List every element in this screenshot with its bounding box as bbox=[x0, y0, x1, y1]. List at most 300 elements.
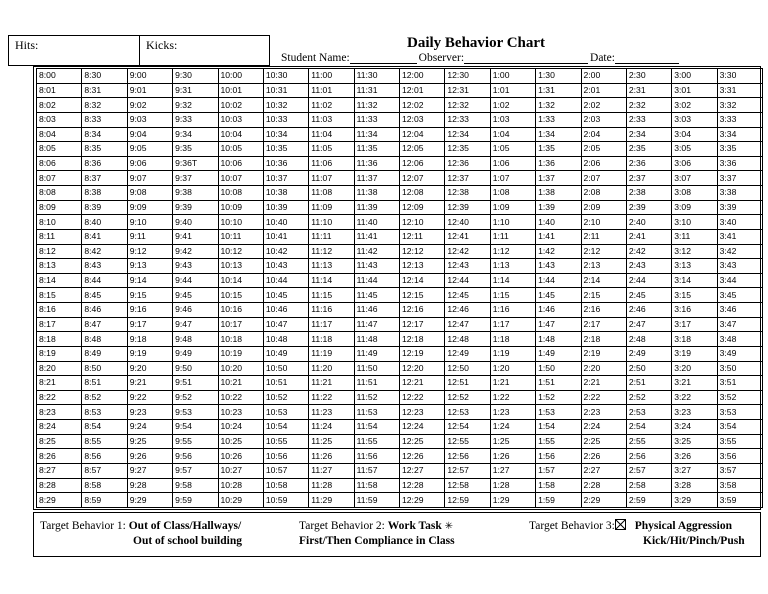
time-slot-cell[interactable]: 1:58 bbox=[536, 478, 581, 493]
time-slot-cell[interactable]: 12:10 bbox=[400, 215, 445, 230]
time-slot-cell[interactable]: 10:49 bbox=[263, 346, 308, 361]
time-slot-cell[interactable]: 3:44 bbox=[717, 273, 762, 288]
time-slot-cell[interactable]: 2:23 bbox=[581, 405, 626, 420]
time-slot-cell[interactable]: 8:50 bbox=[82, 361, 127, 376]
time-slot-cell[interactable]: 9:40 bbox=[173, 215, 218, 230]
time-slot-cell[interactable]: 11:32 bbox=[354, 98, 399, 113]
time-slot-cell[interactable]: 11:15 bbox=[309, 288, 354, 303]
time-slot-cell[interactable]: 9:14 bbox=[127, 273, 172, 288]
time-slot-cell[interactable]: 9:18 bbox=[127, 332, 172, 347]
time-slot-cell[interactable]: 3:06 bbox=[672, 156, 717, 171]
time-slot-cell[interactable]: 8:37 bbox=[82, 171, 127, 186]
time-slot-cell[interactable]: 10:03 bbox=[218, 112, 263, 127]
time-slot-cell[interactable]: 12:18 bbox=[400, 332, 445, 347]
time-slot-cell[interactable]: 10:32 bbox=[263, 98, 308, 113]
time-slot-cell[interactable]: 8:45 bbox=[82, 288, 127, 303]
time-slot-cell[interactable]: 10:00 bbox=[218, 69, 263, 84]
time-slot-cell[interactable]: 12:50 bbox=[445, 361, 490, 376]
time-slot-cell[interactable]: 12:21 bbox=[400, 376, 445, 391]
time-slot-cell[interactable]: 10:21 bbox=[218, 376, 263, 391]
time-slot-cell[interactable]: 1:57 bbox=[536, 463, 581, 478]
time-slot-cell[interactable]: 2:32 bbox=[626, 98, 671, 113]
time-slot-cell[interactable]: 10:31 bbox=[263, 83, 308, 98]
time-slot-cell[interactable]: 9:20 bbox=[127, 361, 172, 376]
time-slot-cell[interactable]: 8:49 bbox=[82, 346, 127, 361]
time-slot-cell[interactable]: 3:20 bbox=[672, 361, 717, 376]
time-slot-cell[interactable]: 12:38 bbox=[445, 186, 490, 201]
time-slot-cell[interactable]: 11:34 bbox=[354, 127, 399, 142]
time-slot-cell[interactable]: 1:20 bbox=[490, 361, 535, 376]
time-slot-cell[interactable]: 10:11 bbox=[218, 229, 263, 244]
time-slot-cell[interactable]: 2:25 bbox=[581, 434, 626, 449]
time-slot-cell[interactable]: 1:16 bbox=[490, 303, 535, 318]
time-slot-cell[interactable]: 8:58 bbox=[82, 478, 127, 493]
time-slot-cell[interactable]: 1:41 bbox=[536, 229, 581, 244]
time-slot-cell[interactable]: 8:59 bbox=[82, 493, 127, 508]
time-slot-cell[interactable]: 9:30 bbox=[173, 69, 218, 84]
time-slot-cell[interactable]: 3:53 bbox=[717, 405, 762, 420]
time-slot-cell[interactable]: 8:17 bbox=[37, 317, 82, 332]
kicks-tally-field[interactable] bbox=[140, 36, 269, 65]
time-slot-cell[interactable]: 9:36T bbox=[173, 156, 218, 171]
time-slot-cell[interactable]: 9:10 bbox=[127, 215, 172, 230]
time-slot-cell[interactable]: 2:33 bbox=[626, 112, 671, 127]
time-slot-cell[interactable]: 3:21 bbox=[672, 376, 717, 391]
time-slot-cell[interactable]: 9:02 bbox=[127, 98, 172, 113]
time-slot-cell[interactable]: 11:18 bbox=[309, 332, 354, 347]
time-slot-cell[interactable]: 10:51 bbox=[263, 376, 308, 391]
time-slot-cell[interactable]: 2:35 bbox=[626, 142, 671, 157]
time-slot-cell[interactable]: 10:38 bbox=[263, 186, 308, 201]
time-slot-cell[interactable]: 11:22 bbox=[309, 390, 354, 405]
time-slot-cell[interactable]: 11:42 bbox=[354, 244, 399, 259]
time-slot-cell[interactable]: 8:13 bbox=[37, 259, 82, 274]
time-slot-cell[interactable]: 10:20 bbox=[218, 361, 263, 376]
time-slot-cell[interactable]: 10:15 bbox=[218, 288, 263, 303]
time-slot-cell[interactable]: 12:55 bbox=[445, 434, 490, 449]
time-slot-cell[interactable]: 12:12 bbox=[400, 244, 445, 259]
time-slot-cell[interactable]: 3:14 bbox=[672, 273, 717, 288]
time-slot-cell[interactable]: 9:41 bbox=[173, 229, 218, 244]
time-slot-cell[interactable]: 10:22 bbox=[218, 390, 263, 405]
time-slot-cell[interactable]: 12:20 bbox=[400, 361, 445, 376]
time-slot-cell[interactable]: 1:22 bbox=[490, 390, 535, 405]
time-slot-cell[interactable]: 9:06 bbox=[127, 156, 172, 171]
time-slot-cell[interactable]: 8:43 bbox=[82, 259, 127, 274]
time-slot-cell[interactable]: 12:31 bbox=[445, 83, 490, 98]
time-slot-cell[interactable]: 8:40 bbox=[82, 215, 127, 230]
time-slot-cell[interactable]: 8:48 bbox=[82, 332, 127, 347]
time-slot-cell[interactable]: 9:34 bbox=[173, 127, 218, 142]
time-slot-cell[interactable]: 9:51 bbox=[173, 376, 218, 391]
time-slot-cell[interactable]: 9:26 bbox=[127, 449, 172, 464]
time-slot-cell[interactable]: 8:14 bbox=[37, 273, 82, 288]
time-slot-cell[interactable]: 12:13 bbox=[400, 259, 445, 274]
time-slot-cell[interactable]: 11:59 bbox=[354, 493, 399, 508]
time-slot-cell[interactable]: 11:54 bbox=[354, 420, 399, 435]
time-slot-cell[interactable]: 1:35 bbox=[536, 142, 581, 157]
time-slot-cell[interactable]: 1:17 bbox=[490, 317, 535, 332]
time-slot-cell[interactable]: 1:33 bbox=[536, 112, 581, 127]
time-slot-cell[interactable]: 8:39 bbox=[82, 200, 127, 215]
time-slot-cell[interactable]: 10:59 bbox=[263, 493, 308, 508]
time-slot-cell[interactable]: 12:42 bbox=[445, 244, 490, 259]
time-slot-cell[interactable]: 9:33 bbox=[173, 112, 218, 127]
time-slot-cell[interactable]: 1:50 bbox=[536, 361, 581, 376]
time-slot-cell[interactable]: 12:19 bbox=[400, 346, 445, 361]
time-slot-cell[interactable]: 11:50 bbox=[354, 361, 399, 376]
time-slot-cell[interactable]: 12:51 bbox=[445, 376, 490, 391]
time-slot-cell[interactable]: 2:16 bbox=[581, 303, 626, 318]
time-slot-cell[interactable]: 1:12 bbox=[490, 244, 535, 259]
time-slot-cell[interactable]: 12:22 bbox=[400, 390, 445, 405]
time-slot-cell[interactable]: 1:37 bbox=[536, 171, 581, 186]
time-slot-cell[interactable]: 11:30 bbox=[354, 69, 399, 84]
time-slot-cell[interactable]: 8:35 bbox=[82, 142, 127, 157]
time-slot-cell[interactable]: 3:04 bbox=[672, 127, 717, 142]
time-slot-cell[interactable]: 12:30 bbox=[445, 69, 490, 84]
time-slot-cell[interactable]: 2:12 bbox=[581, 244, 626, 259]
time-slot-cell[interactable]: 11:58 bbox=[354, 478, 399, 493]
time-slot-cell[interactable]: 10:34 bbox=[263, 127, 308, 142]
time-slot-cell[interactable]: 11:39 bbox=[354, 200, 399, 215]
time-slot-cell[interactable]: 12:43 bbox=[445, 259, 490, 274]
time-slot-cell[interactable]: 2:53 bbox=[626, 405, 671, 420]
time-slot-cell[interactable]: 3:39 bbox=[717, 200, 762, 215]
time-slot-cell[interactable]: 3:27 bbox=[672, 463, 717, 478]
time-slot-cell[interactable]: 12:04 bbox=[400, 127, 445, 142]
time-slot-cell[interactable]: 2:43 bbox=[626, 259, 671, 274]
time-slot-cell[interactable]: 12:37 bbox=[445, 171, 490, 186]
time-slot-cell[interactable]: 11:29 bbox=[309, 493, 354, 508]
time-slot-cell[interactable]: 8:46 bbox=[82, 303, 127, 318]
time-slot-cell[interactable]: 11:44 bbox=[354, 273, 399, 288]
time-slot-cell[interactable]: 9:38 bbox=[173, 186, 218, 201]
time-slot-cell[interactable]: 3:28 bbox=[672, 478, 717, 493]
time-slot-cell[interactable]: 3:13 bbox=[672, 259, 717, 274]
time-slot-cell[interactable]: 11:23 bbox=[309, 405, 354, 420]
time-slot-cell[interactable]: 2:52 bbox=[626, 390, 671, 405]
time-slot-cell[interactable]: 11:26 bbox=[309, 449, 354, 464]
time-slot-cell[interactable]: 8:01 bbox=[37, 83, 82, 98]
time-slot-cell[interactable]: 8:25 bbox=[37, 434, 82, 449]
time-slot-cell[interactable]: 1:49 bbox=[536, 346, 581, 361]
time-slot-cell[interactable]: 1:08 bbox=[490, 186, 535, 201]
time-slot-cell[interactable]: 3:38 bbox=[717, 186, 762, 201]
time-slot-cell[interactable]: 11:04 bbox=[309, 127, 354, 142]
time-slot-cell[interactable]: 1:45 bbox=[536, 288, 581, 303]
time-slot-cell[interactable]: 2:56 bbox=[626, 449, 671, 464]
time-slot-cell[interactable]: 3:29 bbox=[672, 493, 717, 508]
time-slot-cell[interactable]: 12:33 bbox=[445, 112, 490, 127]
time-slot-cell[interactable]: 2:10 bbox=[581, 215, 626, 230]
time-slot-cell[interactable]: 11:13 bbox=[309, 259, 354, 274]
time-slot-cell[interactable]: 10:29 bbox=[218, 493, 263, 508]
time-slot-cell[interactable]: 11:25 bbox=[309, 434, 354, 449]
time-slot-cell[interactable]: 10:06 bbox=[218, 156, 263, 171]
time-slot-cell[interactable]: 11:28 bbox=[309, 478, 354, 493]
time-slot-cell[interactable]: 10:08 bbox=[218, 186, 263, 201]
time-slot-cell[interactable]: 9:19 bbox=[127, 346, 172, 361]
time-slot-cell[interactable]: 10:10 bbox=[218, 215, 263, 230]
time-slot-cell[interactable]: 9:25 bbox=[127, 434, 172, 449]
time-slot-cell[interactable]: 9:59 bbox=[173, 493, 218, 508]
time-slot-cell[interactable]: 12:52 bbox=[445, 390, 490, 405]
time-slot-cell[interactable]: 1:14 bbox=[490, 273, 535, 288]
time-slot-cell[interactable]: 1:26 bbox=[490, 449, 535, 464]
time-slot-cell[interactable]: 10:35 bbox=[263, 142, 308, 157]
time-slot-cell[interactable]: 2:48 bbox=[626, 332, 671, 347]
time-slot-cell[interactable]: 10:12 bbox=[218, 244, 263, 259]
time-slot-cell[interactable]: 10:55 bbox=[263, 434, 308, 449]
time-slot-cell[interactable]: 11:49 bbox=[354, 346, 399, 361]
time-slot-cell[interactable]: 3:55 bbox=[717, 434, 762, 449]
time-slot-cell[interactable]: 2:17 bbox=[581, 317, 626, 332]
time-slot-cell[interactable]: 1:44 bbox=[536, 273, 581, 288]
time-slot-cell[interactable]: 2:54 bbox=[626, 420, 671, 435]
time-slot-cell[interactable]: 8:27 bbox=[37, 463, 82, 478]
time-slot-cell[interactable]: 12:34 bbox=[445, 127, 490, 142]
time-slot-cell[interactable]: 10:58 bbox=[263, 478, 308, 493]
time-slot-cell[interactable]: 8:15 bbox=[37, 288, 82, 303]
time-slot-cell[interactable]: 12:58 bbox=[445, 478, 490, 493]
time-slot-cell[interactable]: 3:57 bbox=[717, 463, 762, 478]
time-slot-cell[interactable]: 3:05 bbox=[672, 142, 717, 157]
time-slot-cell[interactable]: 9:04 bbox=[127, 127, 172, 142]
time-slot-cell[interactable]: 3:54 bbox=[717, 420, 762, 435]
time-slot-cell[interactable]: 2:59 bbox=[626, 493, 671, 508]
time-slot-cell[interactable]: 10:37 bbox=[263, 171, 308, 186]
time-slot-cell[interactable]: 3:08 bbox=[672, 186, 717, 201]
time-slot-cell[interactable]: 3:50 bbox=[717, 361, 762, 376]
time-slot-cell[interactable]: 1:39 bbox=[536, 200, 581, 215]
time-slot-cell[interactable]: 12:23 bbox=[400, 405, 445, 420]
time-slot-cell[interactable]: 9:00 bbox=[127, 69, 172, 84]
time-slot-cell[interactable]: 2:28 bbox=[581, 478, 626, 493]
time-slot-cell[interactable]: 10:40 bbox=[263, 215, 308, 230]
time-slot-cell[interactable]: 12:26 bbox=[400, 449, 445, 464]
time-slot-cell[interactable]: 11:51 bbox=[354, 376, 399, 391]
time-slot-cell[interactable]: 8:02 bbox=[37, 98, 82, 113]
time-slot-cell[interactable]: 3:03 bbox=[672, 112, 717, 127]
time-slot-cell[interactable]: 3:59 bbox=[717, 493, 762, 508]
time-slot-cell[interactable]: 1:56 bbox=[536, 449, 581, 464]
time-slot-cell[interactable]: 11:52 bbox=[354, 390, 399, 405]
time-slot-cell[interactable]: 12:56 bbox=[445, 449, 490, 464]
time-slot-cell[interactable]: 3:52 bbox=[717, 390, 762, 405]
time-slot-cell[interactable]: 10:13 bbox=[218, 259, 263, 274]
time-slot-cell[interactable]: 9:29 bbox=[127, 493, 172, 508]
time-slot-cell[interactable]: 8:31 bbox=[82, 83, 127, 98]
time-slot-cell[interactable]: 11:56 bbox=[354, 449, 399, 464]
time-slot-cell[interactable]: 10:01 bbox=[218, 83, 263, 98]
time-slot-cell[interactable]: 9:45 bbox=[173, 288, 218, 303]
time-slot-cell[interactable]: 1:59 bbox=[536, 493, 581, 508]
time-slot-cell[interactable]: 10:16 bbox=[218, 303, 263, 318]
time-slot-cell[interactable]: 11:35 bbox=[354, 142, 399, 157]
time-slot-cell[interactable]: 2:39 bbox=[626, 200, 671, 215]
time-slot-cell[interactable]: 2:36 bbox=[626, 156, 671, 171]
time-slot-cell[interactable]: 1:43 bbox=[536, 259, 581, 274]
time-slot-cell[interactable]: 12:14 bbox=[400, 273, 445, 288]
time-slot-cell[interactable]: 9:01 bbox=[127, 83, 172, 98]
time-slot-cell[interactable]: 10:41 bbox=[263, 229, 308, 244]
time-slot-cell[interactable]: 10:56 bbox=[263, 449, 308, 464]
time-slot-cell[interactable]: 2:11 bbox=[581, 229, 626, 244]
time-slot-cell[interactable]: 10:48 bbox=[263, 332, 308, 347]
time-slot-cell[interactable]: 3:02 bbox=[672, 98, 717, 113]
time-slot-cell[interactable]: 1:27 bbox=[490, 463, 535, 478]
time-slot-cell[interactable]: 8:42 bbox=[82, 244, 127, 259]
time-slot-cell[interactable]: 10:53 bbox=[263, 405, 308, 420]
time-slot-cell[interactable]: 2:30 bbox=[626, 69, 671, 84]
time-slot-cell[interactable]: 10:42 bbox=[263, 244, 308, 259]
time-slot-cell[interactable]: 1:46 bbox=[536, 303, 581, 318]
time-slot-cell[interactable]: 8:51 bbox=[82, 376, 127, 391]
time-slot-cell[interactable]: 12:24 bbox=[400, 420, 445, 435]
time-slot-cell[interactable]: 2:06 bbox=[581, 156, 626, 171]
time-slot-cell[interactable]: 12:32 bbox=[445, 98, 490, 113]
time-slot-cell[interactable]: 3:45 bbox=[717, 288, 762, 303]
time-slot-cell[interactable]: 1:30 bbox=[536, 69, 581, 84]
time-slot-cell[interactable]: 11:57 bbox=[354, 463, 399, 478]
time-slot-cell[interactable]: 2:47 bbox=[626, 317, 671, 332]
time-slot-cell[interactable]: 2:44 bbox=[626, 273, 671, 288]
time-slot-cell[interactable]: 3:23 bbox=[672, 405, 717, 420]
time-slot-cell[interactable]: 12:08 bbox=[400, 186, 445, 201]
time-slot-cell[interactable]: 9:56 bbox=[173, 449, 218, 464]
time-slot-cell[interactable]: 8:26 bbox=[37, 449, 82, 464]
time-slot-cell[interactable]: 2:38 bbox=[626, 186, 671, 201]
time-slot-cell[interactable]: 3:31 bbox=[717, 83, 762, 98]
time-slot-cell[interactable]: 10:33 bbox=[263, 112, 308, 127]
time-slot-cell[interactable]: 8:08 bbox=[37, 186, 82, 201]
time-slot-cell[interactable]: 2:24 bbox=[581, 420, 626, 435]
time-slot-cell[interactable]: 9:35 bbox=[173, 142, 218, 157]
time-slot-cell[interactable]: 8:04 bbox=[37, 127, 82, 142]
time-slot-cell[interactable]: 11:33 bbox=[354, 112, 399, 127]
time-slot-cell[interactable]: 1:07 bbox=[490, 171, 535, 186]
time-slot-cell[interactable]: 9:11 bbox=[127, 229, 172, 244]
time-slot-cell[interactable]: 1:36 bbox=[536, 156, 581, 171]
time-slot-cell[interactable]: 1:01 bbox=[490, 83, 535, 98]
time-slot-cell[interactable]: 9:28 bbox=[127, 478, 172, 493]
time-slot-cell[interactable]: 10:04 bbox=[218, 127, 263, 142]
time-slot-cell[interactable]: 11:14 bbox=[309, 273, 354, 288]
time-slot-cell[interactable]: 1:40 bbox=[536, 215, 581, 230]
time-slot-cell[interactable]: 10:17 bbox=[218, 317, 263, 332]
time-slot-cell[interactable]: 12:17 bbox=[400, 317, 445, 332]
time-slot-cell[interactable]: 8:18 bbox=[37, 332, 82, 347]
time-slot-cell[interactable]: 2:00 bbox=[581, 69, 626, 84]
time-slot-cell[interactable]: 8:41 bbox=[82, 229, 127, 244]
time-slot-cell[interactable]: 1:51 bbox=[536, 376, 581, 391]
time-slot-cell[interactable]: 8:32 bbox=[82, 98, 127, 113]
time-slot-cell[interactable]: 8:24 bbox=[37, 420, 82, 435]
time-slot-cell[interactable]: 9:07 bbox=[127, 171, 172, 186]
time-slot-cell[interactable]: 2:42 bbox=[626, 244, 671, 259]
time-slot-cell[interactable]: 9:13 bbox=[127, 259, 172, 274]
time-slot-cell[interactable]: 12:07 bbox=[400, 171, 445, 186]
time-slot-cell[interactable]: 10:07 bbox=[218, 171, 263, 186]
time-slot-cell[interactable]: 9:24 bbox=[127, 420, 172, 435]
time-slot-cell[interactable]: 9:15 bbox=[127, 288, 172, 303]
time-slot-cell[interactable]: 12:05 bbox=[400, 142, 445, 157]
time-slot-cell[interactable]: 11:37 bbox=[354, 171, 399, 186]
time-slot-cell[interactable]: 9:31 bbox=[173, 83, 218, 98]
time-slot-cell[interactable]: 12:29 bbox=[400, 493, 445, 508]
time-slot-cell[interactable]: 2:40 bbox=[626, 215, 671, 230]
time-slot-cell[interactable]: 1:53 bbox=[536, 405, 581, 420]
time-slot-cell[interactable]: 11:08 bbox=[309, 186, 354, 201]
time-slot-cell[interactable]: 12:48 bbox=[445, 332, 490, 347]
time-slot-cell[interactable]: 3:00 bbox=[672, 69, 717, 84]
time-slot-cell[interactable]: 8:33 bbox=[82, 112, 127, 127]
time-slot-cell[interactable]: 3:26 bbox=[672, 449, 717, 464]
time-slot-cell[interactable]: 12:09 bbox=[400, 200, 445, 215]
time-slot-cell[interactable]: 12:39 bbox=[445, 200, 490, 215]
time-slot-cell[interactable]: 1:00 bbox=[490, 69, 535, 84]
time-slot-cell[interactable]: 11:00 bbox=[309, 69, 354, 84]
time-slot-cell[interactable]: 1:48 bbox=[536, 332, 581, 347]
time-slot-cell[interactable]: 12:11 bbox=[400, 229, 445, 244]
time-slot-cell[interactable]: 9:57 bbox=[173, 463, 218, 478]
time-slot-cell[interactable]: 10:02 bbox=[218, 98, 263, 113]
time-slot-cell[interactable]: 11:47 bbox=[354, 317, 399, 332]
time-slot-cell[interactable]: 2:41 bbox=[626, 229, 671, 244]
time-slot-cell[interactable]: 2:20 bbox=[581, 361, 626, 376]
time-slot-cell[interactable]: 9:08 bbox=[127, 186, 172, 201]
time-slot-cell[interactable]: 12:06 bbox=[400, 156, 445, 171]
time-slot-cell[interactable]: 12:47 bbox=[445, 317, 490, 332]
time-slot-cell[interactable]: 11:03 bbox=[309, 112, 354, 127]
time-slot-cell[interactable]: 11:07 bbox=[309, 171, 354, 186]
time-slot-cell[interactable]: 10:52 bbox=[263, 390, 308, 405]
time-slot-cell[interactable]: 8:05 bbox=[37, 142, 82, 157]
date-field[interactable] bbox=[615, 52, 679, 64]
time-slot-cell[interactable]: 11:38 bbox=[354, 186, 399, 201]
time-slot-cell[interactable]: 2:19 bbox=[581, 346, 626, 361]
time-slot-cell[interactable]: 8:28 bbox=[37, 478, 82, 493]
time-slot-cell[interactable]: 9:50 bbox=[173, 361, 218, 376]
time-slot-cell[interactable]: 1:29 bbox=[490, 493, 535, 508]
time-slot-cell[interactable]: 12:28 bbox=[400, 478, 445, 493]
time-slot-cell[interactable]: 2:03 bbox=[581, 112, 626, 127]
time-slot-cell[interactable]: 11:11 bbox=[309, 229, 354, 244]
time-slot-cell[interactable]: 3:32 bbox=[717, 98, 762, 113]
time-slot-cell[interactable]: 8:00 bbox=[37, 69, 82, 84]
time-slot-cell[interactable]: 3:07 bbox=[672, 171, 717, 186]
time-slot-cell[interactable]: 8:56 bbox=[82, 449, 127, 464]
time-slot-cell[interactable]: 3:36 bbox=[717, 156, 762, 171]
time-slot-cell[interactable]: 8:53 bbox=[82, 405, 127, 420]
observer-field[interactable] bbox=[464, 52, 588, 64]
time-slot-cell[interactable]: 1:31 bbox=[536, 83, 581, 98]
time-slot-cell[interactable]: 1:32 bbox=[536, 98, 581, 113]
time-slot-cell[interactable]: 3:34 bbox=[717, 127, 762, 142]
time-slot-cell[interactable]: 9:54 bbox=[173, 420, 218, 435]
time-slot-cell[interactable]: 12:25 bbox=[400, 434, 445, 449]
time-slot-cell[interactable]: 2:29 bbox=[581, 493, 626, 508]
time-slot-cell[interactable]: 2:13 bbox=[581, 259, 626, 274]
time-slot-cell[interactable]: 3:47 bbox=[717, 317, 762, 332]
time-slot-cell[interactable]: 9:44 bbox=[173, 273, 218, 288]
time-slot-cell[interactable]: 10:09 bbox=[218, 200, 263, 215]
time-slot-cell[interactable]: 2:58 bbox=[626, 478, 671, 493]
time-slot-cell[interactable]: 8:55 bbox=[82, 434, 127, 449]
time-slot-cell[interactable]: 10:25 bbox=[218, 434, 263, 449]
time-slot-cell[interactable]: 8:22 bbox=[37, 390, 82, 405]
